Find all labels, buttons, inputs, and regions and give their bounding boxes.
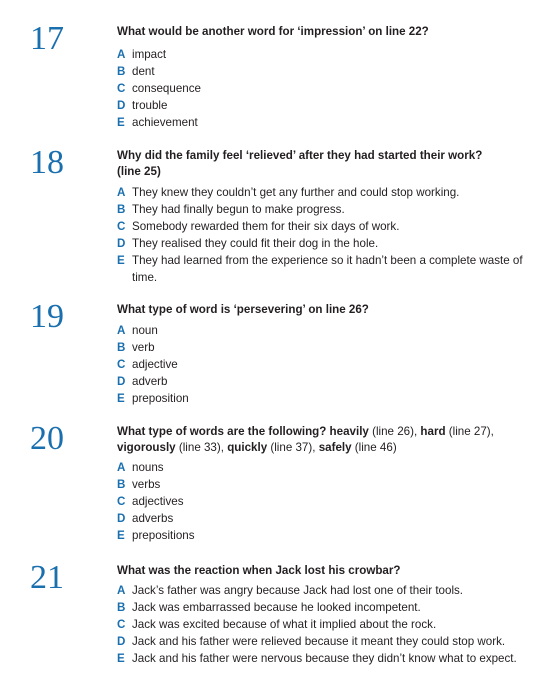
- option-letter: D: [117, 375, 126, 388]
- option-text: adjectives: [132, 495, 184, 508]
- prompt-part: (line 26),: [372, 425, 421, 438]
- option-letter: D: [117, 512, 126, 525]
- option-letter: D: [117, 99, 126, 112]
- option-text: achievement: [132, 116, 198, 129]
- answer-options: [117, 184, 527, 286]
- option-text: Jack was embarrassed because he looked incompetent.: [132, 601, 421, 614]
- prompt-part: hard: [420, 425, 449, 438]
- answer-option-d[interactable]: [117, 97, 527, 114]
- question-prompt: [117, 563, 529, 579]
- option-letter: B: [117, 65, 126, 78]
- option-text: prepositions: [132, 529, 195, 542]
- option-text: verb: [132, 341, 155, 354]
- answer-option-b[interactable]: [117, 599, 527, 616]
- option-letter: C: [117, 495, 126, 508]
- option-letter: C: [117, 82, 126, 95]
- option-letter: B: [117, 601, 126, 614]
- option-letter: C: [117, 220, 126, 233]
- answer-option-d[interactable]: [117, 235, 527, 252]
- option-text: noun: [132, 324, 158, 337]
- answer-option-a[interactable]: [117, 459, 527, 476]
- answer-option-b[interactable]: [117, 63, 527, 80]
- option-letter: E: [117, 529, 125, 542]
- question-prompt-text: Why did the family feel ‘relieved’ after they had started their work?: [117, 149, 483, 162]
- prompt-part: (line 46): [354, 441, 397, 454]
- option-text: Jack was excited because of what it implied about the rock.: [132, 618, 437, 631]
- question-prompt: [117, 24, 529, 40]
- option-letter: C: [117, 618, 126, 631]
- answer-options: [117, 46, 527, 131]
- option-letter: B: [117, 203, 126, 216]
- question-prompt: [117, 302, 529, 318]
- answer-option-a[interactable]: [117, 582, 527, 599]
- option-letter: E: [117, 392, 125, 405]
- option-text: They had finally begun to make progress.: [132, 203, 345, 216]
- answer-option-d[interactable]: [117, 510, 527, 527]
- option-text: Somebody rewarded them for their six days of work.: [132, 220, 400, 233]
- option-letter: C: [117, 358, 126, 371]
- question-prompt-text: What type of word is ‘persevering’ on line 26?: [117, 303, 369, 316]
- answer-option-c[interactable]: [117, 493, 527, 510]
- answer-option-e[interactable]: [117, 252, 527, 286]
- question-prompt-text: What was the reaction when Jack lost his crowbar?: [117, 564, 401, 577]
- option-letter: A: [117, 584, 126, 597]
- answer-option-a[interactable]: [117, 322, 527, 339]
- question-number: 20: [30, 420, 64, 457]
- answer-options: [117, 459, 527, 544]
- option-text: adverbs: [132, 512, 174, 525]
- option-text: Jack and his father were nervous because they didn’t know what to expect.: [132, 652, 517, 665]
- answer-option-a[interactable]: [117, 46, 527, 63]
- option-letter: D: [117, 635, 126, 648]
- prompt-part: vigorously: [117, 441, 179, 454]
- answer-option-b[interactable]: [117, 201, 527, 218]
- prompt-part: (line 33),: [178, 441, 228, 454]
- answer-option-c[interactable]: [117, 356, 527, 373]
- answer-option-b[interactable]: [117, 339, 527, 356]
- answer-option-a[interactable]: [117, 184, 527, 201]
- prompt-part: safely: [318, 441, 355, 454]
- option-text: They had learned from the experience so it hadn’t been a complete waste of time.: [132, 254, 523, 284]
- option-text: Jack and his father were relieved because it meant they could stop work.: [132, 635, 506, 648]
- option-letter: B: [117, 341, 126, 354]
- question-prompt-text: What would be another word for ‘impression’ on line 22?: [117, 25, 429, 38]
- option-letter: D: [117, 237, 126, 250]
- option-text: adverb: [132, 375, 168, 388]
- answer-option-b[interactable]: [117, 476, 527, 493]
- option-text: impact: [132, 48, 167, 61]
- option-text: They knew they couldn’t get any further and could stop working.: [132, 186, 460, 199]
- option-letter: E: [117, 652, 125, 665]
- answer-option-e[interactable]: [117, 650, 527, 667]
- answer-options: [117, 322, 527, 407]
- answer-option-c[interactable]: [117, 616, 527, 633]
- option-text: They realised they could fit their dog in the hole.: [132, 237, 379, 250]
- answer-option-e[interactable]: [117, 114, 527, 131]
- option-letter: A: [117, 186, 126, 199]
- question-number: 18: [30, 144, 64, 181]
- question-number: 21: [30, 559, 64, 596]
- question-number: 19: [30, 298, 64, 335]
- answer-option-c[interactable]: [117, 80, 527, 97]
- option-text: Jack’s father was angry because Jack had lost one of their tools.: [132, 584, 464, 597]
- answer-option-e[interactable]: [117, 390, 527, 407]
- answer-option-d[interactable]: [117, 633, 527, 650]
- option-letter: A: [117, 48, 126, 61]
- option-letter: E: [117, 254, 125, 267]
- option-letter: B: [117, 478, 126, 491]
- prompt-part: (line 37),: [270, 441, 319, 454]
- answer-option-e[interactable]: [117, 527, 527, 544]
- option-text: consequence: [132, 82, 201, 95]
- option-letter: E: [117, 116, 125, 129]
- option-text: preposition: [132, 392, 189, 405]
- option-text: verbs: [132, 478, 161, 491]
- question-prompt-line-ref: (line 25): [117, 165, 161, 178]
- option-text: adjective: [132, 358, 178, 371]
- option-text: trouble: [132, 99, 168, 112]
- option-letter: A: [117, 461, 126, 474]
- prompt-part: (line 27),: [448, 425, 494, 438]
- question-prompt: [117, 148, 529, 180]
- option-letter: A: [117, 324, 126, 337]
- answer-option-c[interactable]: [117, 218, 527, 235]
- answer-options: [117, 582, 527, 667]
- prompt-part: What type of words are the following? heavily: [117, 425, 373, 438]
- question-number: 17: [30, 20, 64, 57]
- option-text: dent: [132, 65, 155, 78]
- question-prompt: [117, 424, 529, 456]
- prompt-part: quickly: [227, 441, 271, 454]
- option-text: nouns: [132, 461, 164, 474]
- answer-option-d[interactable]: [117, 373, 527, 390]
